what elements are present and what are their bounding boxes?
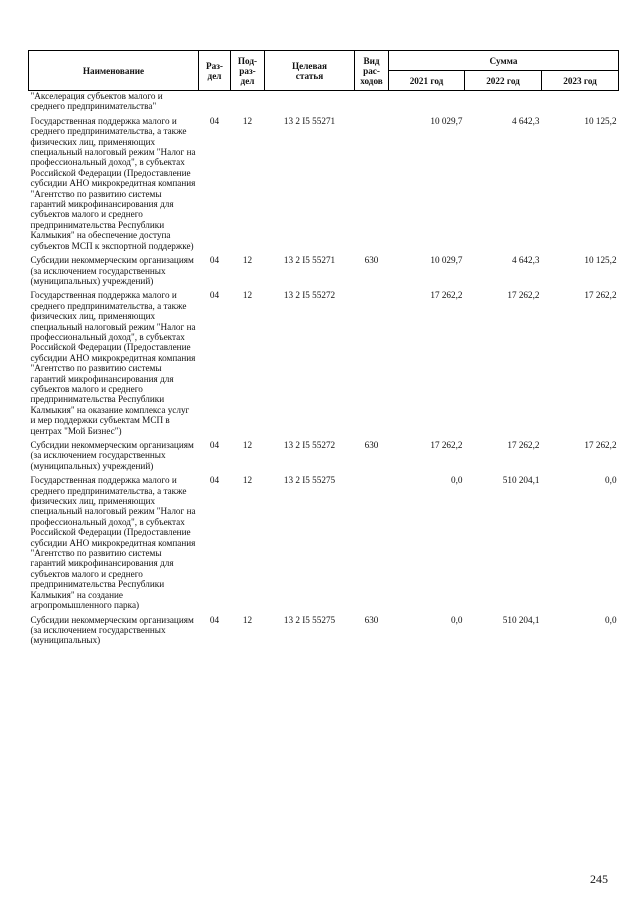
- header-target: Целевая статья: [265, 51, 355, 91]
- header-name: Наименование: [29, 51, 199, 91]
- header-subsection: Под- раз- дел: [231, 51, 265, 91]
- row-expense-type: 630: [364, 255, 379, 266]
- row-target: [265, 91, 355, 112]
- row-subsection: 12: [242, 115, 253, 126]
- row-expense-type: [355, 112, 389, 251]
- row-subsection: 12: [242, 290, 253, 301]
- row-expense-type: [355, 286, 389, 436]
- row-name: Субсидии некоммерческим организациям (за исключением государственных (муниципальных) учреждений): [30, 255, 194, 286]
- row-target: 13 2 I5 55275: [283, 475, 336, 486]
- row-sum-2022: 4 642,3: [511, 115, 540, 126]
- row-sum-2021: 10 029,7: [430, 115, 463, 126]
- row-sum-2023: 0,0: [605, 614, 617, 625]
- table-row: [29, 251, 619, 286]
- page-number: 245: [590, 872, 608, 886]
- table-row: [29, 112, 619, 251]
- row-subsection: [231, 91, 265, 112]
- row-target: 13 2 I5 55272: [283, 290, 336, 301]
- row-sum-2021: 17 262,2: [430, 290, 463, 301]
- header-section: Раз- дел: [199, 51, 231, 91]
- row-name: Субсидии некоммерческим организациям (за исключением государственных (муниципальных): [30, 614, 194, 646]
- row-target: 13 2 I5 55271: [283, 255, 336, 266]
- row-sum-2021: 17 262,2: [430, 440, 463, 450]
- row-section: 04: [209, 255, 220, 266]
- row-sum-2023: 10 125,2: [584, 115, 617, 126]
- row-section: 04: [209, 115, 220, 126]
- row-sum-2021: [389, 91, 465, 112]
- header-expense-type: Вид рас- ходов: [355, 51, 389, 91]
- row-sum-2021: 0,0: [451, 475, 463, 486]
- table-row: [29, 286, 619, 436]
- row-section: 04: [209, 475, 220, 486]
- row-sum-2023: 17 262,2: [584, 290, 617, 301]
- row-sum-2021: 0,0: [451, 614, 463, 625]
- row-sum-2023: 17 262,2: [584, 440, 617, 450]
- row-sum-2023: 0,0: [605, 475, 617, 486]
- header-year-2022: 2022 год: [465, 71, 542, 91]
- row-name: Государственная поддержка малого и среднего предпринимательства, а также физических лиц, применяющих специальный налоговый режим "Налог на профессиональный доход", в субъектах Российской Федерации (Предоставление субсидии АНО микрокредитная компания "Агентство по развитию системы гарантий микрофинансирования для субъектов малого и среднего предпринимательства Республики Калмыкия" на оказание комплекса услуг и мер поддержки субъектам МСП в центрах "Мой Бизнес"): [30, 290, 196, 436]
- row-section: 04: [209, 440, 220, 450]
- row-name: "Акселерация субъектов малого и среднего предпринимательства": [30, 91, 163, 112]
- row-sum-2021: 10 029,7: [430, 255, 463, 266]
- row-subsection: 12: [242, 255, 253, 266]
- row-expense-type: 630: [364, 440, 379, 450]
- row-sum-2023: [542, 91, 619, 112]
- budget-page: [28, 50, 618, 646]
- row-subsection: 12: [242, 475, 253, 486]
- row-sum-2022: 4 642,3: [511, 255, 540, 266]
- row-sum-2022: 17 262,2: [507, 440, 540, 450]
- row-sum-2022: 510 204,1: [502, 614, 540, 625]
- row-sum-2023: 10 125,2: [584, 255, 617, 266]
- row-name: Государственная поддержка малого и среднего предпринимательства, а также физических лиц, применяющих специальный налоговый режим "Налог на профессиональный доход", в субъектах Российской Федерации (Предоставление субсидии АНО микрокредитная компания "Агентство по развитию системы гарантий микрофинансирования для субъектов малого и среднего предпринимательства Республики Калмыкия" на обеспечение доступа субъектов МСП к экспортной поддержке): [30, 115, 196, 251]
- row-name: Государственная поддержка малого и среднего предпринимательства, а также физических лиц, применяющих специальный налоговый режим "Налог на профессиональный доход", в субъектах Российской Федерации (Предоставление субсидии АНО микрокредитная компания "Агентство по развитию системы гарантий микрофинансирования для субъектов малого и среднего предпринимательства Республики Калмыкия" на создание агропромышленного парка): [30, 475, 196, 611]
- row-target: 13 2 I5 55272: [283, 440, 336, 450]
- row-name: Субсидии некоммерческим организациям (за исключением государственных (муниципальных) учреждений): [30, 440, 194, 471]
- header-year-2021: 2021 год: [389, 71, 465, 91]
- row-expense-type: [355, 91, 389, 112]
- row-expense-type: 630: [364, 614, 379, 625]
- header-year-2023: 2023 год: [542, 71, 619, 91]
- table-row: [29, 611, 619, 646]
- row-target: 13 2 I5 55271: [283, 115, 336, 126]
- budget-table: [28, 50, 619, 646]
- row-section: [199, 91, 231, 112]
- row-target: 13 2 I5 55275: [283, 614, 336, 625]
- row-section: 04: [209, 290, 220, 301]
- header-sum: Сумма: [389, 51, 619, 71]
- row-sum-2022: 510 204,1: [502, 475, 540, 486]
- row-subsection: 12: [242, 440, 253, 450]
- row-sum-2022: [465, 91, 542, 112]
- row-sum-2022: 17 262,2: [507, 290, 540, 301]
- row-expense-type: [355, 471, 389, 610]
- table-row: [29, 436, 619, 471]
- table-row: [29, 471, 619, 610]
- row-section: 04: [209, 614, 220, 625]
- row-subsection: 12: [242, 614, 253, 625]
- table-row: [29, 91, 619, 112]
